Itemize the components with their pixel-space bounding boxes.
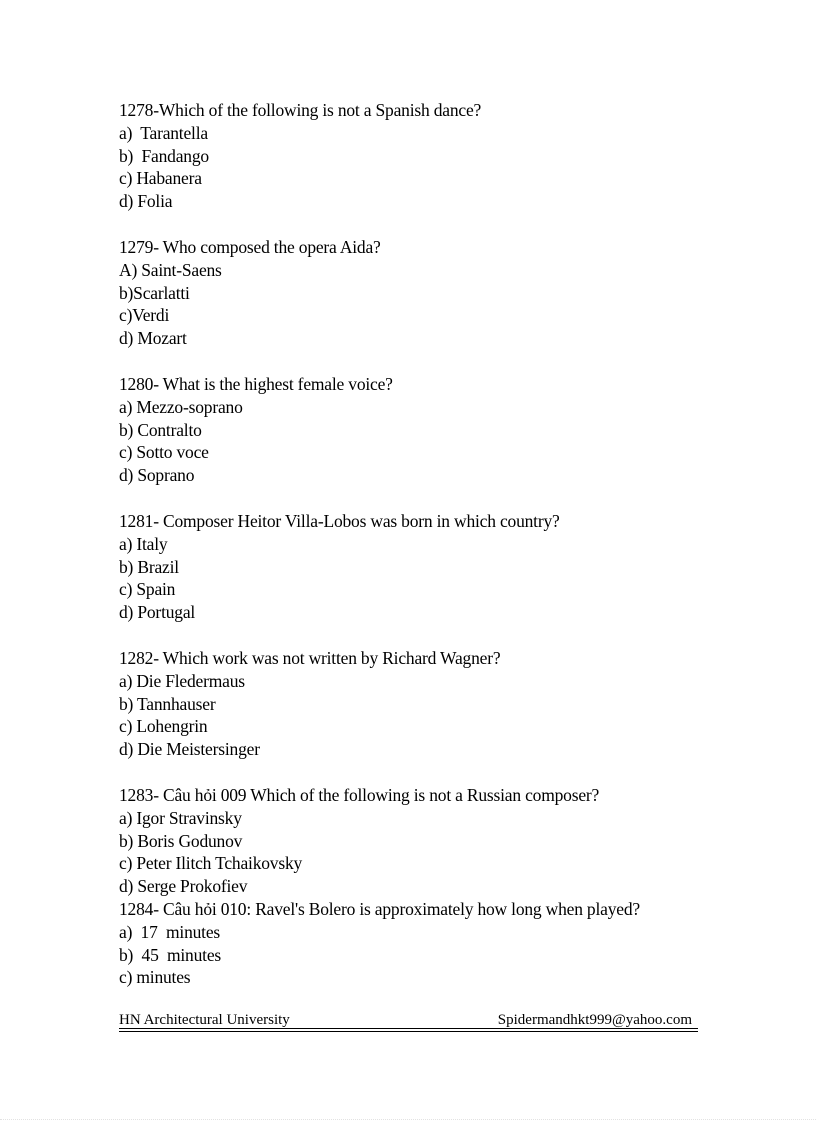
question-1284 — [119, 898, 699, 989]
page-footer — [119, 1010, 698, 1030]
answer-option: b)Scarlatti — [119, 282, 190, 303]
answer-option: c) Spain — [119, 579, 176, 600]
answer-option: b) Tannhauser — [119, 693, 216, 714]
answer-option: b) Contralto — [119, 419, 202, 440]
footer-institution: HN Architectural University — [119, 1012, 290, 1028]
question-text: 1280- What is the highest female voice? — [119, 373, 393, 394]
answer-option: a) Die Fledermaus — [119, 670, 245, 691]
answer-option: a) Igor Stravinsky — [119, 807, 242, 828]
footer-email: Spidermandhkt999@yahoo.com — [497, 1012, 692, 1028]
answer-option: b) Fandango — [119, 145, 209, 166]
answer-option: A) Saint-Saens — [119, 259, 222, 280]
question-text: 1278-Which of the following is not a Spanish dance? — [119, 100, 482, 120]
answer-option: d) Mozart — [119, 328, 187, 349]
question-1282 — [119, 647, 699, 761]
answer-option: c) Habanera — [119, 168, 202, 189]
question-text: 1279- Who composed the opera Aida? — [119, 236, 381, 257]
question-text: 1283- Câu hỏi 009 Which of the following is not a Russian composer? — [119, 784, 600, 805]
question-text: 1282- Which work was not written by Richard Wagner? — [119, 647, 501, 668]
footer-double-rule — [119, 1028, 698, 1032]
question-1280 — [119, 373, 699, 487]
answer-option: a) Mezzo-soprano — [119, 396, 243, 417]
page-bottom-border — [0, 1119, 816, 1121]
answer-option: c) Lohengrin — [119, 716, 208, 737]
question-1278 — [119, 99, 699, 213]
answer-option: a) Italy — [119, 533, 168, 554]
answer-option: d) Die Meistersinger — [119, 739, 260, 760]
answer-option: d) Soprano — [119, 465, 195, 486]
answer-option: c) Sotto voce — [119, 442, 209, 463]
answer-option: b) Boris Godunov — [119, 830, 243, 851]
question-1279 — [119, 236, 699, 350]
answer-option: c) minutes — [119, 967, 191, 988]
answer-option: d) Serge Prokofiev — [119, 876, 248, 897]
answer-option: b) Brazil — [119, 556, 179, 577]
answer-option: b) 45 minutes — [119, 944, 221, 965]
answer-option: c)Verdi — [119, 305, 170, 326]
answer-option: d) Portugal — [119, 602, 196, 623]
answer-option: a) 17 minutes — [119, 921, 221, 942]
question-1281 — [119, 510, 699, 624]
answer-option: c) Peter Ilitch Tchaikovsky — [119, 853, 303, 874]
answer-option: a) Tarantella — [119, 122, 208, 143]
answer-option: d) Folia — [119, 191, 173, 212]
question-text: 1284- Câu hỏi 010: Ravel's Bolero is approximately how long when played? — [119, 898, 640, 919]
question-1283 — [119, 784, 699, 898]
question-text: 1281- Composer Heitor Villa-Lobos was born in which country? — [119, 510, 560, 531]
question-list — [119, 99, 699, 989]
